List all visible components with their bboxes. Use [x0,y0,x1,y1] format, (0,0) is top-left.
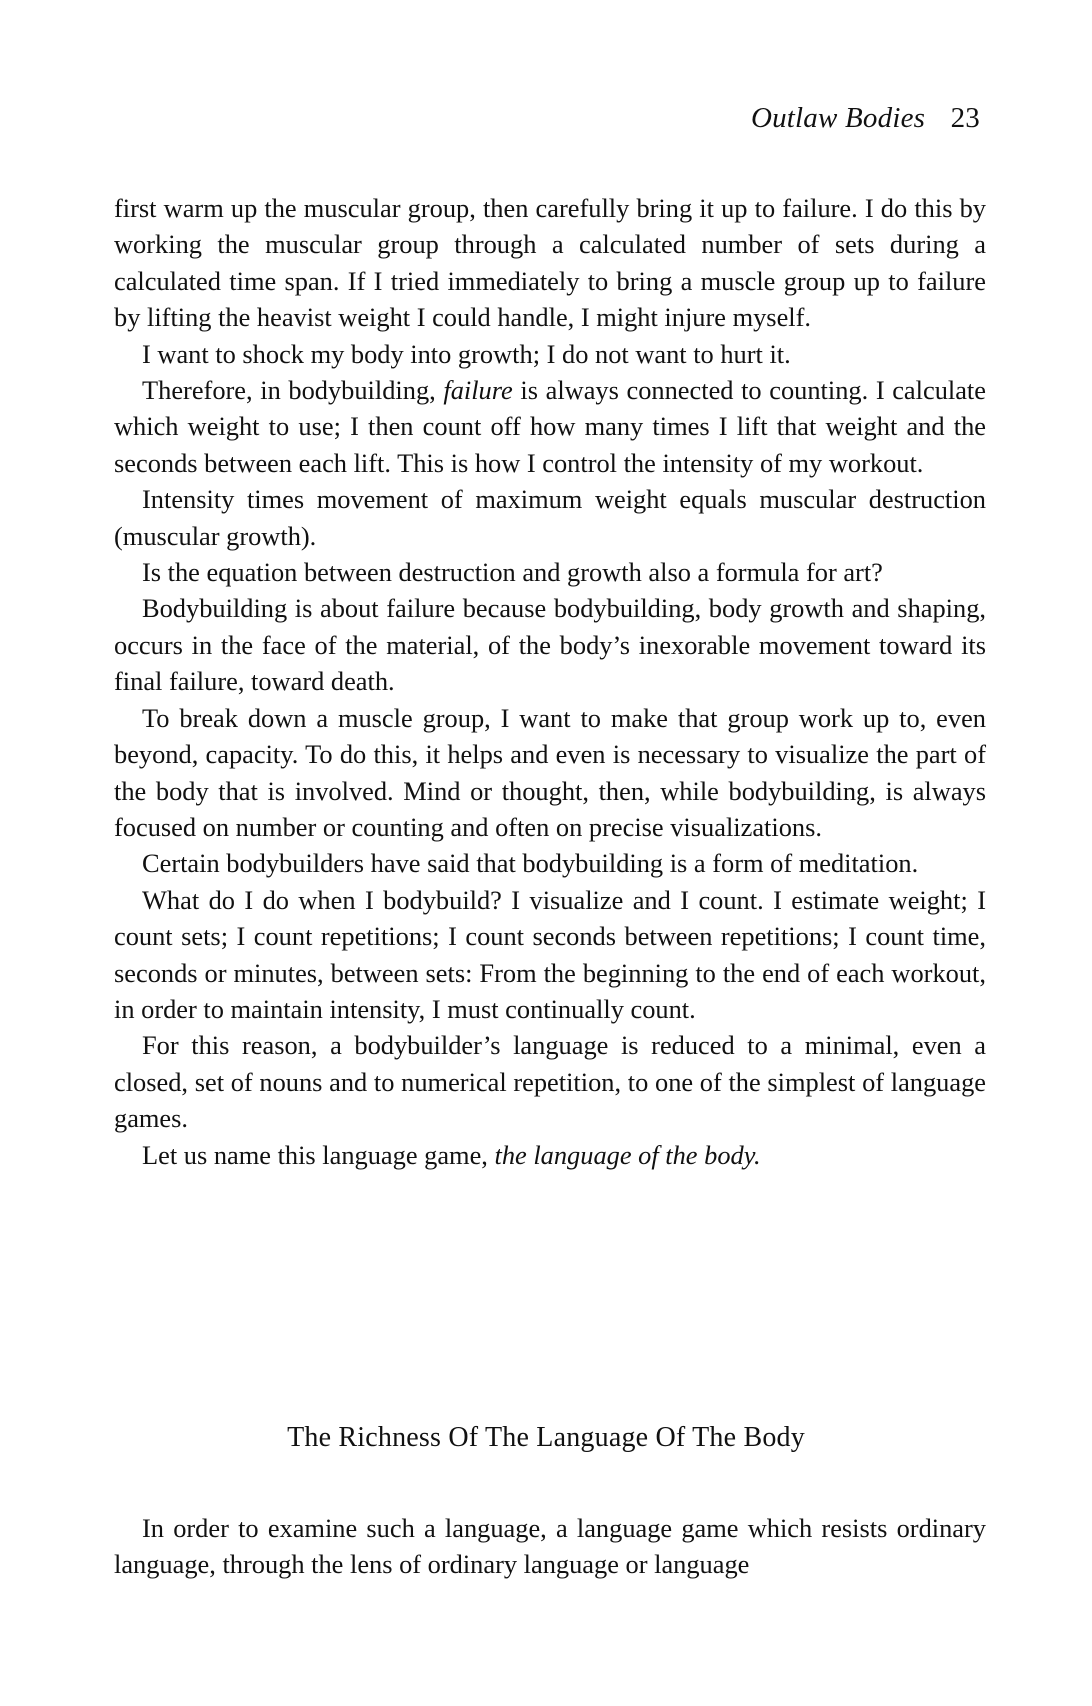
paragraph: For this reason, a bodybuilder’s language is reduced to a minimal, even a closed, set of nouns and to numerical repetition, to one of the simplest of language games. [114,1030,986,1134]
emphasis-text: the language of the body. [494,1139,761,1170]
emphasis-text: failure [443,375,513,406]
paragraph-text: Let us name this language game, [142,1139,495,1170]
paragraph-text: is always connected to counting. I calculate which weight to use; I then count off how many times I lift that weight and the seconds between each lift. This is how I control the intensity of my workout. [114,375,986,478]
paragraph [114,372,986,481]
tail-text [114,1510,986,1583]
paragraph: Certain bodybuilders have said that bodybuilding is a form of meditation. [142,848,919,879]
paragraph-text: Therefore, in bodybuilding, [142,375,444,406]
paragraph: I want to shock my body into growth; I do not want to hurt it. [142,338,791,369]
paragraph: To break down a muscle group, I want to make that group work up to, even beyond, capacity. To do this, it helps and even is necessary to visualize the part of the body that is involved. Mind or thought, then, while bodybuilding, is always focused on number or counting and often on precise visualizations. [114,702,986,842]
paragraph: In order to examine such a language, a language game which resists ordinary language, through the lens of ordinary language or language [114,1513,986,1580]
body-text [114,190,986,1173]
paragraph: What do I do when I bodybuild? I visualize and I count. I estimate weight; I count sets; I count repetitions; I count seconds between repetitions; I count time, seconds or minutes, between sets: From the beginning to the end of each workout, in order to maintain intensity, I must continually count. [114,884,986,1024]
running-head [751,100,980,136]
paragraph [114,1137,986,1173]
paragraph: Intensity times movement of maximum weight equals muscular destruction (muscular growth). [114,484,986,551]
running-title: Outlaw Bodies [750,102,926,134]
paragraph: Is the equation between destruction and growth also a formula for art? [142,557,883,588]
paragraph: first warm up the muscular group, then carefully bring it up to failure. I do this by working the muscular group through a calculated number of sets during a calculated time span. If I tried immediately to bring a muscle group up to failure by lifting the heavist weight I could handle, I might injure myself. [114,193,986,333]
page-number: 23 [950,102,980,134]
paragraph: Bodybuilding is about failure because bodybuilding, body growth and shaping, occurs in the face of the material, of the body’s inexorable movement toward its final failure, toward death. [114,593,986,697]
section-heading: The Richness Of The Language Of The Body [287,1422,805,1453]
